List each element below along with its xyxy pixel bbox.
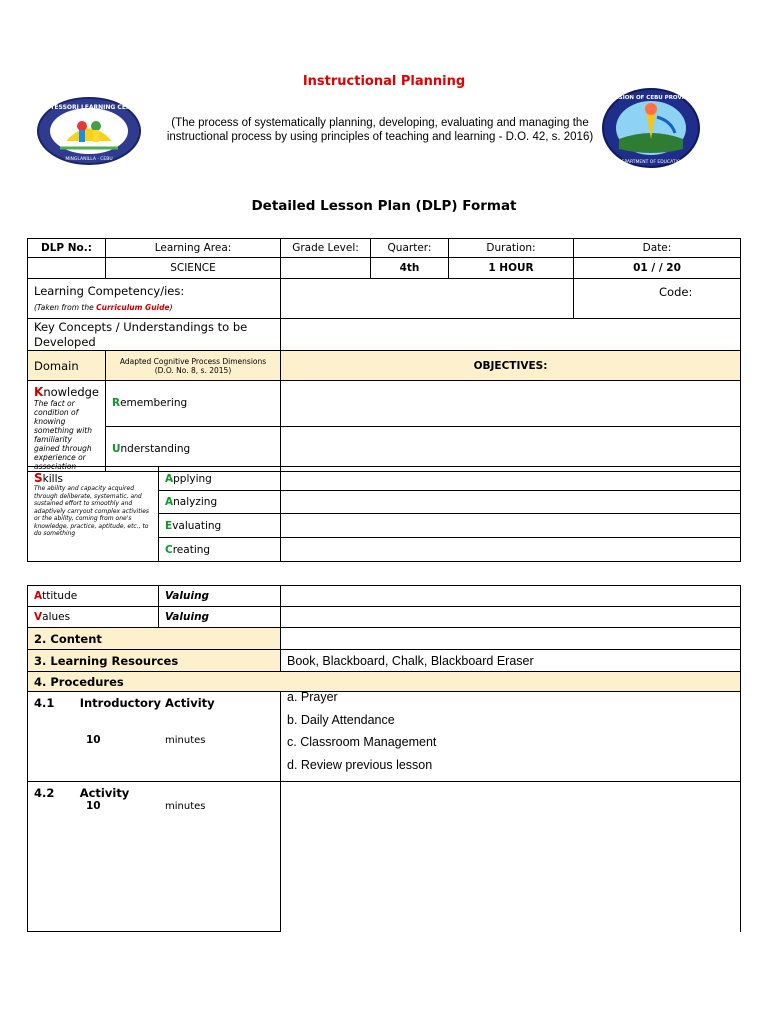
- dlp-no-label: DLP No.:: [28, 239, 106, 258]
- intro-item-review: d. Review previous lesson: [287, 757, 433, 772]
- skills-rest: kills: [42, 473, 63, 485]
- skills-title: [34, 471, 152, 485]
- applying-label: [159, 467, 281, 491]
- attitude-objective[interactable]: [281, 586, 741, 607]
- evaluating-initial: E: [165, 519, 173, 532]
- activity-minutes-label: minutes: [165, 801, 206, 812]
- understanding-initial: U: [112, 442, 121, 455]
- quarter-value[interactable]: 4th: [371, 258, 449, 279]
- creating-initial: C: [165, 543, 173, 556]
- remembering-label: [106, 381, 281, 427]
- key-concepts-value[interactable]: [281, 319, 741, 351]
- understanding-objective[interactable]: [281, 426, 741, 472]
- intro-minutes-label: minutes: [165, 735, 206, 746]
- domain-label: Domain: [28, 351, 106, 381]
- values-objective[interactable]: [281, 607, 741, 628]
- left-logo-text-bottom: MINGLANILLA · CEBU: [65, 157, 113, 162]
- quarter-label: Quarter:: [371, 239, 449, 258]
- skills-desc: The ability and capacity acquired through deliberate, systematic, and sustained effort to smoothly and adaptively carryout complex activities or the ability, coming from one's knowledge, practice, aptitude, etc., to do something: [34, 485, 150, 537]
- knowledge-desc: The fact or condition of knowing something with familiarity gained through experience or association: [34, 399, 93, 471]
- skills-table: [27, 466, 741, 562]
- applying-initial: A: [165, 472, 174, 485]
- learning-area-label: Learning Area:: [106, 239, 281, 258]
- intro-item-management: c. Classroom Management: [287, 735, 437, 749]
- learning-resources-value[interactable]: [281, 650, 741, 672]
- understanding-label: [106, 426, 281, 472]
- applying-rest: pplying: [173, 472, 212, 485]
- competency-note: [34, 303, 274, 312]
- dlp-heading: Detailed Lesson Plan (DLP) Format: [251, 198, 517, 214]
- analyzing-objective[interactable]: [281, 491, 741, 514]
- evaluating-label: [159, 514, 281, 538]
- duration-value[interactable]: 1 HOUR: [449, 258, 574, 279]
- dlp-info-table: [27, 238, 741, 472]
- attitude-level: Valuing: [159, 586, 281, 607]
- activity-cell: [28, 782, 281, 932]
- competency-label: Learning Competency/ies:: [34, 284, 185, 298]
- competency-value[interactable]: [281, 279, 574, 319]
- intro-activity-list[interactable]: [281, 692, 741, 782]
- curriculum-guide-link: Curriculum Guide: [96, 303, 170, 312]
- values-label: [28, 607, 159, 628]
- knowledge-cell: [28, 381, 106, 472]
- remembering-rest: emembering: [120, 397, 188, 410]
- activity-value[interactable]: [281, 782, 741, 932]
- analyzing-rest: nalyzing: [173, 496, 218, 508]
- attitude-initial: A: [34, 590, 43, 602]
- values-level: Valuing: [159, 607, 281, 628]
- date-label: Date:: [574, 239, 741, 258]
- competency-note-prefix: (Taken from the: [34, 303, 97, 312]
- values-rest: alues: [42, 611, 71, 623]
- skills-initial: S: [34, 471, 43, 485]
- competency-note-suffix: ): [169, 303, 173, 312]
- remembering-objective[interactable]: [281, 381, 741, 427]
- intro-activity-num: 4.1: [34, 696, 55, 710]
- applying-objective[interactable]: [281, 467, 741, 491]
- evaluating-rest: valuating: [172, 519, 222, 532]
- right-logo-text-top: DIVISION OF CEBU PROVINCE: [605, 95, 697, 101]
- right-logo: [601, 87, 701, 169]
- activity-num: 4.2: [34, 786, 55, 800]
- left-logo: [36, 96, 142, 166]
- learning-area-value[interactable]: SCIENCE: [106, 258, 281, 279]
- intro-minutes-value: 10: [86, 734, 101, 746]
- content-value[interactable]: [281, 628, 741, 650]
- left-logo-text-top: MONTESSORI LEARNING CENTER: [36, 104, 142, 111]
- objectives-label: OBJECTIVES:: [281, 351, 741, 381]
- cognitive-dims-label: Adapted Cognitive Process Dimensions (D.O. No. 8, s. 2015): [106, 351, 281, 381]
- analyzing-label: [159, 491, 281, 514]
- activity-title: Activity: [79, 786, 130, 800]
- header-description: (The process of systematically planning, developing, evaluating and managing the instructional process by using principles of teaching and learning - D.O. 42, s. 2016): [166, 117, 594, 143]
- grade-level-value[interactable]: [281, 258, 371, 279]
- activity-minutes-value: 10: [86, 800, 101, 812]
- attitude-label: [28, 586, 159, 607]
- understanding-rest: nderstanding: [120, 442, 191, 455]
- creating-rest: reating: [172, 543, 211, 556]
- right-logo-text-bottom: DEPARTMENT OF EDUCATION: [618, 160, 684, 165]
- competency-cell: [28, 279, 281, 319]
- values-initial: V: [34, 611, 43, 623]
- intro-activity-cell: [28, 692, 281, 782]
- key-concepts-label: Key Concepts / Understandings to be Developed: [28, 319, 281, 351]
- procedures-label: 4. Procedures: [28, 672, 741, 692]
- content-label: 2. Content: [28, 628, 281, 650]
- knowledge-initial: K: [34, 385, 44, 399]
- duration-label: Duration:: [449, 239, 574, 258]
- intro-item-attendance: b. Daily Attendance: [287, 712, 395, 727]
- date-value[interactable]: 01 / / 20: [574, 258, 741, 279]
- page-title: Instructional Planning: [302, 74, 466, 89]
- creating-objective[interactable]: [281, 538, 741, 562]
- skills-cell: [28, 467, 159, 562]
- knowledge-title: [34, 385, 99, 399]
- dlp-no-value[interactable]: [28, 258, 106, 279]
- remembering-initial: R: [112, 397, 121, 410]
- learning-resources-label: 3. Learning Resources: [28, 650, 281, 672]
- knowledge-rest: nowledge: [43, 385, 99, 399]
- code-label: Code:: [659, 285, 693, 299]
- intro-activity-title: Introductory Activity: [79, 696, 215, 710]
- analyzing-initial: A: [165, 496, 174, 508]
- evaluating-objective[interactable]: [281, 514, 741, 538]
- creating-label: [159, 538, 281, 562]
- grade-level-label: Grade Level:: [281, 239, 371, 258]
- attitude-rest: ttitude: [42, 590, 78, 602]
- procedures-table: [27, 585, 741, 932]
- intro-item-prayer: a. Prayer: [287, 691, 338, 704]
- code-cell[interactable]: [574, 279, 741, 319]
- learning-resources-text: Book, Blackboard, Chalk, Blackboard Eraser: [287, 653, 534, 668]
